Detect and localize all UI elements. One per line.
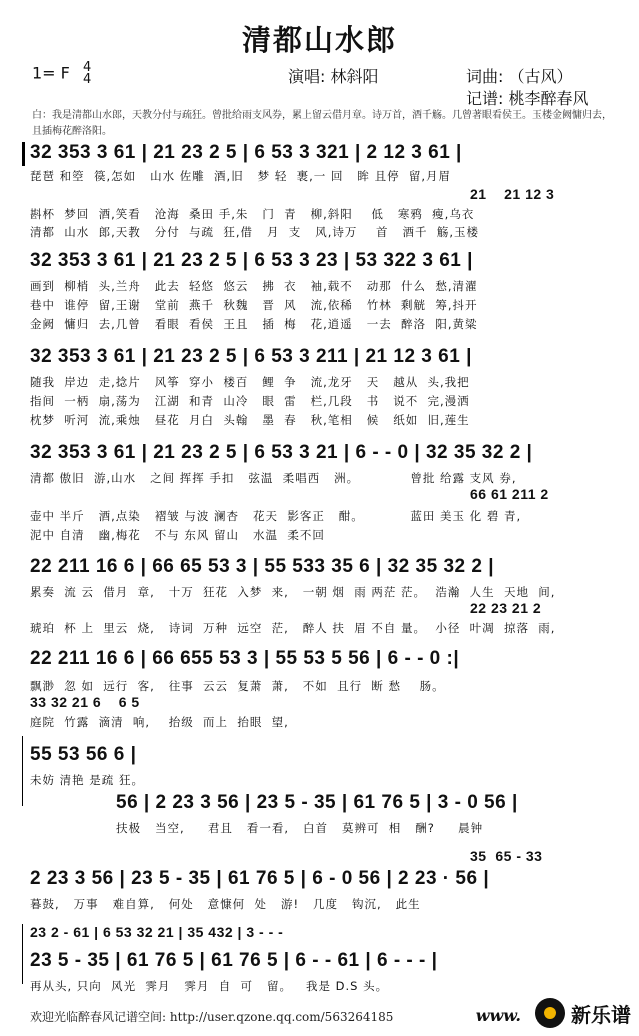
- lyric-line-2a: 画到 柳梢 头,兰舟 此去 轻悠 悠云 拂 衣 袖,载不 动那 什么 愁,清濯: [30, 279, 478, 293]
- notation-line-2: 32 353 3 61 | 21 23 2 5 | 6 53 3 23 | 53 322 3 61 |: [30, 250, 473, 271]
- music-disc-icon: [535, 998, 565, 1028]
- lyric-line-3a: 随我 岸边 走,捻片 风筝 穿小 楼百 鲤 争 流,龙牙 天 越从 头,我把: [30, 375, 470, 389]
- lyric-line-1a: 琵琶 和箜 篌,怎如 山水 佐雕 酒,旧 梦 轻 裹,一 回 眸 且停 留,月眉: [30, 169, 452, 183]
- notation-line-10: 23 5 - 35 | 61 76 5 | 61 76 5 | 6 - - 61 | 6 - - - |: [30, 950, 438, 971]
- song-title: 清都山水郎: [241, 23, 397, 57]
- bracket-line: [22, 736, 23, 806]
- lyric-line-2c: 金阙 慵归 去,几曾 看眼 看侯 王且 插 梅 花,逍遥 一去 醉洛 阳,黄粱: [30, 317, 478, 331]
- small-notation-10: 23 2 - 61 | 6 53 32 21 | 35 432 | 3 - - -: [30, 924, 284, 940]
- lyric-line-6a: 飘渺 忽 如 远行 客, 往事 云云 复萧 萧, 不如 且行 断 愁 肠。: [30, 679, 445, 693]
- key-label: 1= F: [32, 63, 70, 83]
- lyric-line-8a: 扶极 当空, 君且 看一看, 白首 莫辨可 相 酬? 晨钟: [116, 821, 484, 835]
- small-notation-9: 35 65 - 33: [470, 848, 543, 864]
- time-signature: [83, 62, 91, 86]
- logo-text: 新乐谱: [571, 1002, 631, 1027]
- lyric-line-7a: 未妨 清艳 是疏 狂。: [30, 773, 144, 787]
- small-notation-6: 33 32 21 6 6 5: [30, 694, 140, 710]
- lyric-line-4b: 壶中 半斤 酒,点染 褶皱 与波 澜杏 花天 影客正 酣。 蓝田 美玉 化 碧 青,: [30, 509, 522, 523]
- lyric-line-2b: 巷中 谁停 留,王谢 堂前 燕千 秋魏 晋 风 流,依稀 竹林 剩觥 筹,抖开: [30, 298, 478, 312]
- notation-line-9: 2 23 3 56 | 23 5 - 35 | 61 76 5 | 6 - 0 56 | 2 23 · 56 |: [30, 868, 490, 889]
- bracket-line-2: [22, 924, 23, 984]
- notation-line-1: 32 353 3 61 | 21 23 2 5 | 6 53 3 321 | 2 12 3 61 |: [30, 142, 462, 163]
- lyric-line-10a: 再从头, 只向 风光 霁月 霁月 自 可 留。 我是 D.S 头。: [30, 979, 389, 993]
- notation-line-6: 22 211 16 6 | 66 655 53 3 | 55 53 5 56 | 6 - - 0 :|: [30, 648, 460, 669]
- lyric-line-1c: 清都 山水 郎,天教 分付 与疏 狂,借 月 支 风,诗万 首 酒千 觞,玉楼: [30, 225, 479, 239]
- intro-text: 白：我是清都山水郎，天教分付与疏狂。曾批给雨支风券，累上留云借月章。诗万首，酒千觞。几曾著眼看侯王。玉楼金阙慵归去，且插梅花醉洛阳。: [32, 110, 612, 137]
- lyric-line-9a: 暮鼓, 万事 难自算, 何处 意慷何 处 游! 几度 钩沉, 此生: [30, 897, 421, 911]
- lyric-line-3c: 枕梦 听河 流,乘烛 昼花 月白 头翰 墨 春 秋,笔相 候 纸如 旧,莲生: [30, 413, 470, 427]
- time-sig-bottom: 4: [82, 72, 92, 87]
- singer-credit: 演唱: 林斜阳: [288, 67, 379, 86]
- small-notation-5: 22 23 21 2: [470, 600, 542, 616]
- lyricist-credit: 词曲: （古风）: [466, 67, 573, 86]
- transcriber-credit: 记谱: 桃李醉春风: [466, 89, 589, 108]
- small-notation-4: 66 61 211 2: [470, 486, 549, 502]
- repeat-start-bar: [22, 142, 25, 166]
- small-notation-1: 21 21 12 3: [470, 186, 555, 202]
- footer-text: 欢迎光临醉春风记谱空间: http://user.qzone.qq.com/563264185: [30, 1010, 394, 1024]
- lyric-line-4a: 清都 傲旧 游,山水 之间 挥挥 手扣 弦温 柔唱西 洲。 曾批 给露 支风 券,: [30, 471, 517, 485]
- watermark-text: www.: [475, 1006, 521, 1025]
- notation-line-8: 56 | 2 23 3 56 | 23 5 - 35 | 61 76 5 | 3 - 0 56 |: [116, 792, 518, 813]
- lyric-line-6b: 庭院 竹露 滴清 响, 抬级 而上 抬眼 望,: [30, 715, 289, 729]
- lyric-line-5b: 琥珀 杯 上 里云 烧, 诗词 万种 远空 茫, 醉人 扶 眉 不自 量。 小径 叶凋 掠落 雨,: [30, 621, 556, 635]
- key-signature: [32, 62, 91, 86]
- notation-line-3: 32 353 3 61 | 21 23 2 5 | 6 53 3 211 | 21 12 3 61 |: [30, 346, 472, 367]
- notation-line-5: 22 211 16 6 | 66 65 53 3 | 55 533 35 6 | 32 35 32 2 |: [30, 556, 495, 577]
- lyric-line-3b: 指间 一柄 扇,荡为 江湖 和青 山冷 眼 雷 栏,几段 书 说不 完,漫洒: [30, 394, 470, 408]
- lyric-line-4c: 泥中 自清 幽,梅花 不与 东风 留山 水温 柔不回: [30, 528, 325, 542]
- lyric-line-5a: 累奏 流 云 借月 章, 十万 狂花 入梦 来, 一朝 烟 雨 两茫 茫。 浩瀚 人生 天地 间,: [30, 585, 556, 599]
- site-logo: [535, 996, 631, 1030]
- lyric-line-1b: 斟杯 梦回 酒,笑看 沧海 桑田 手,朱 门 青 柳,斜阳 低 寒鸦 瘦,乌衣: [30, 207, 475, 221]
- time-sig-top: 4: [82, 60, 92, 75]
- notation-line-7: 55 53 56 6 |: [30, 744, 137, 765]
- notation-line-4: 32 353 3 61 | 21 23 2 5 | 6 53 3 21 | 6 - - 0 | 32 35 32 2 |: [30, 442, 533, 463]
